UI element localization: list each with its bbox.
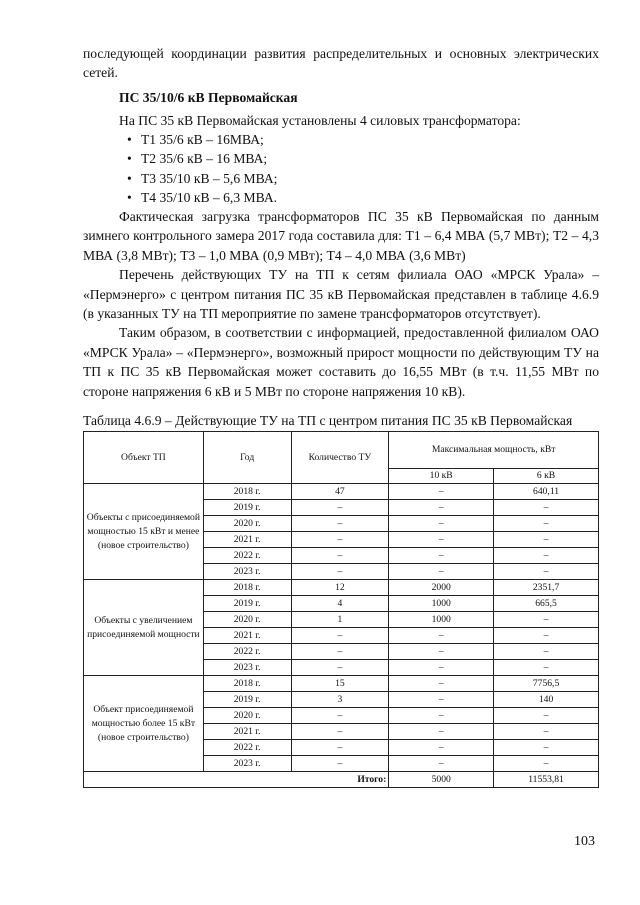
cell-year: 2021 г.	[203, 724, 291, 740]
header-object: Объект ТП	[84, 432, 204, 484]
group-name: Объекты с присоединяемой мощностью 15 кВт и менее (новое строительство)	[84, 484, 204, 580]
cell-year: 2020 г.	[203, 612, 291, 628]
cell-kv10: –	[389, 756, 494, 772]
cell-kv6: –	[494, 660, 599, 676]
bullet-icon: •	[127, 132, 132, 148]
cell-kv6: –	[494, 740, 599, 756]
table-caption: Таблица 4.6.9 – Действующие ТУ на ТП с центром питания ПС 35 кВ Первомайская	[83, 413, 573, 429]
cell-count: –	[291, 644, 389, 660]
header-power: Максимальная мощность, кВт	[389, 432, 599, 469]
cell-kv10: –	[389, 740, 494, 756]
cell-kv6: –	[494, 516, 599, 532]
cell-kv6: 7756,5	[494, 676, 599, 692]
list-item: • Т1 35/6 кВ – 16МВА;	[127, 130, 599, 149]
cell-count: –	[291, 660, 389, 676]
load-paragraph: Фактическая загрузка трансформаторов ПС 35 кВ Первомайская по данным зимнего контрольного замера 2017 года составила для: Т1 – 6,4 МВА (5,7 МВт); Т2 – 4,3 МВА (3,8 МВт); Т3 – 1,0 МВА (0,9 МВт); Т4 – 4,0 МВА (3,6 МВт)	[83, 209, 599, 263]
cell-year: 2023 г.	[203, 660, 291, 676]
header-count: Количество ТУ	[291, 432, 389, 484]
cell-year: 2020 г.	[203, 708, 291, 724]
table-row	[84, 676, 599, 692]
cell-year: 2022 г.	[203, 740, 291, 756]
cell-kv10: –	[389, 644, 494, 660]
cell-count: –	[291, 564, 389, 580]
list-paragraph: Перечень действующих ТУ на ТП к сетям филиала ОАО «МРСК Урала» – «Пермэнерго» с центром питания ПС 35 кВ Первомайская представлен в таблице 4.6.9 (в указанных ТУ на ТП мероприятие по замене трансформаторов отсутствует).	[83, 267, 599, 322]
cell-kv10: –	[389, 564, 494, 580]
cell-year: 2021 г.	[203, 532, 291, 548]
cell-kv6: –	[494, 644, 599, 660]
cell-kv10: –	[389, 500, 494, 516]
cell-kv10: –	[389, 532, 494, 548]
cell-kv10: –	[389, 628, 494, 644]
bullet-icon: •	[127, 189, 132, 205]
cell-year: 2021 г.	[203, 628, 291, 644]
installed-paragraph: На ПС 35 кВ Первомайская установлены 4 силовых трансформатора:	[119, 112, 521, 128]
document-page	[83, 44, 599, 788]
cell-count: –	[291, 500, 389, 516]
cell-kv6: 2351,7	[494, 580, 599, 596]
cell-kv6: 640,11	[494, 484, 599, 500]
group-name: Объекты с увеличением присоединяемой мощности	[84, 580, 204, 676]
cell-count: –	[291, 516, 389, 532]
total-label: Итого:	[84, 772, 389, 788]
cell-kv6: 665,5	[494, 596, 599, 612]
cell-kv6: –	[494, 756, 599, 772]
cell-kv6: –	[494, 628, 599, 644]
cell-kv6: –	[494, 500, 599, 516]
cell-count: –	[291, 724, 389, 740]
table-body	[84, 484, 599, 788]
list-item: • Т3 35/10 кВ – 5,6 МВА;	[127, 169, 599, 188]
section-title: ПС 35/10/6 кВ Первомайская	[119, 89, 298, 105]
cell-kv10: –	[389, 484, 494, 500]
cell-kv6: 140	[494, 692, 599, 708]
cell-count: 3	[291, 692, 389, 708]
cell-year: 2023 г.	[203, 564, 291, 580]
cell-count: –	[291, 740, 389, 756]
cell-kv6: –	[494, 564, 599, 580]
cell-kv10: –	[389, 548, 494, 564]
cell-year: 2018 г.	[203, 676, 291, 692]
cell-count: 47	[291, 484, 389, 500]
intro-paragraph: последующей координации развития распределительных и основных электрических сетей.	[83, 46, 599, 81]
cell-year: 2018 г.	[203, 484, 291, 500]
cell-kv10: 1000	[389, 612, 494, 628]
cell-kv6: –	[494, 532, 599, 548]
cell-kv10: –	[389, 708, 494, 724]
list-item: • Т2 35/6 кВ – 16 МВА;	[127, 149, 599, 168]
total-10kv: 5000	[389, 772, 494, 788]
header-10kv: 10 кВ	[389, 469, 494, 484]
bullet-icon: •	[127, 151, 132, 167]
cell-count: –	[291, 708, 389, 724]
cell-kv6: –	[494, 548, 599, 564]
cell-count: –	[291, 628, 389, 644]
cell-year: 2023 г.	[203, 756, 291, 772]
cell-year: 2019 г.	[203, 596, 291, 612]
table-row	[84, 484, 599, 500]
cell-count: 4	[291, 596, 389, 612]
total-6kv: 11553,81	[494, 772, 599, 788]
cell-kv10: –	[389, 660, 494, 676]
cell-kv10: –	[389, 692, 494, 708]
cell-year: 2019 г.	[203, 692, 291, 708]
transformer-list	[83, 130, 599, 207]
table-row	[84, 580, 599, 596]
cell-count: –	[291, 548, 389, 564]
page-number: 103	[574, 834, 595, 849]
cell-kv10: 2000	[389, 580, 494, 596]
cell-year: 2022 г.	[203, 548, 291, 564]
cell-count: 15	[291, 676, 389, 692]
cell-kv10: –	[389, 724, 494, 740]
cell-count: –	[291, 532, 389, 548]
cell-kv6: –	[494, 708, 599, 724]
cell-year: 2018 г.	[203, 580, 291, 596]
header-year: Год	[203, 432, 291, 484]
list-item: • Т4 35/10 кВ – 6,3 МВА.	[127, 188, 599, 207]
header-6kv: 6 кВ	[494, 469, 599, 484]
group-name: Объект присоединяемой мощностью более 15 кВт (новое строительство)	[84, 676, 204, 772]
cell-count: –	[291, 756, 389, 772]
cell-kv10: –	[389, 516, 494, 532]
cell-kv6: –	[494, 612, 599, 628]
cell-count: 1	[291, 612, 389, 628]
cell-count: 12	[291, 580, 389, 596]
cell-kv10: –	[389, 676, 494, 692]
table-total-row	[84, 772, 599, 788]
conclusion-paragraph: Таким образом, в соответствии с информацией, предоставленной филиалом ОАО «МРСК Урала» – «Пермэнерго», возможный прирост мощности по действующим ТУ на ТП к ПС 35 кВ Первомайская может составить до 16,55 МВт (в т.ч. 11,55 МВт по стороне напряжения 6 кВ и 5 МВт по стороне напряжения 10 кВ).	[83, 325, 599, 399]
cell-kv6: –	[494, 724, 599, 740]
cell-year: 2020 г.	[203, 516, 291, 532]
cell-kv10: 1000	[389, 596, 494, 612]
bullet-icon: •	[127, 170, 132, 186]
tu-table	[83, 431, 599, 788]
cell-year: 2019 г.	[203, 500, 291, 516]
cell-year: 2022 г.	[203, 644, 291, 660]
